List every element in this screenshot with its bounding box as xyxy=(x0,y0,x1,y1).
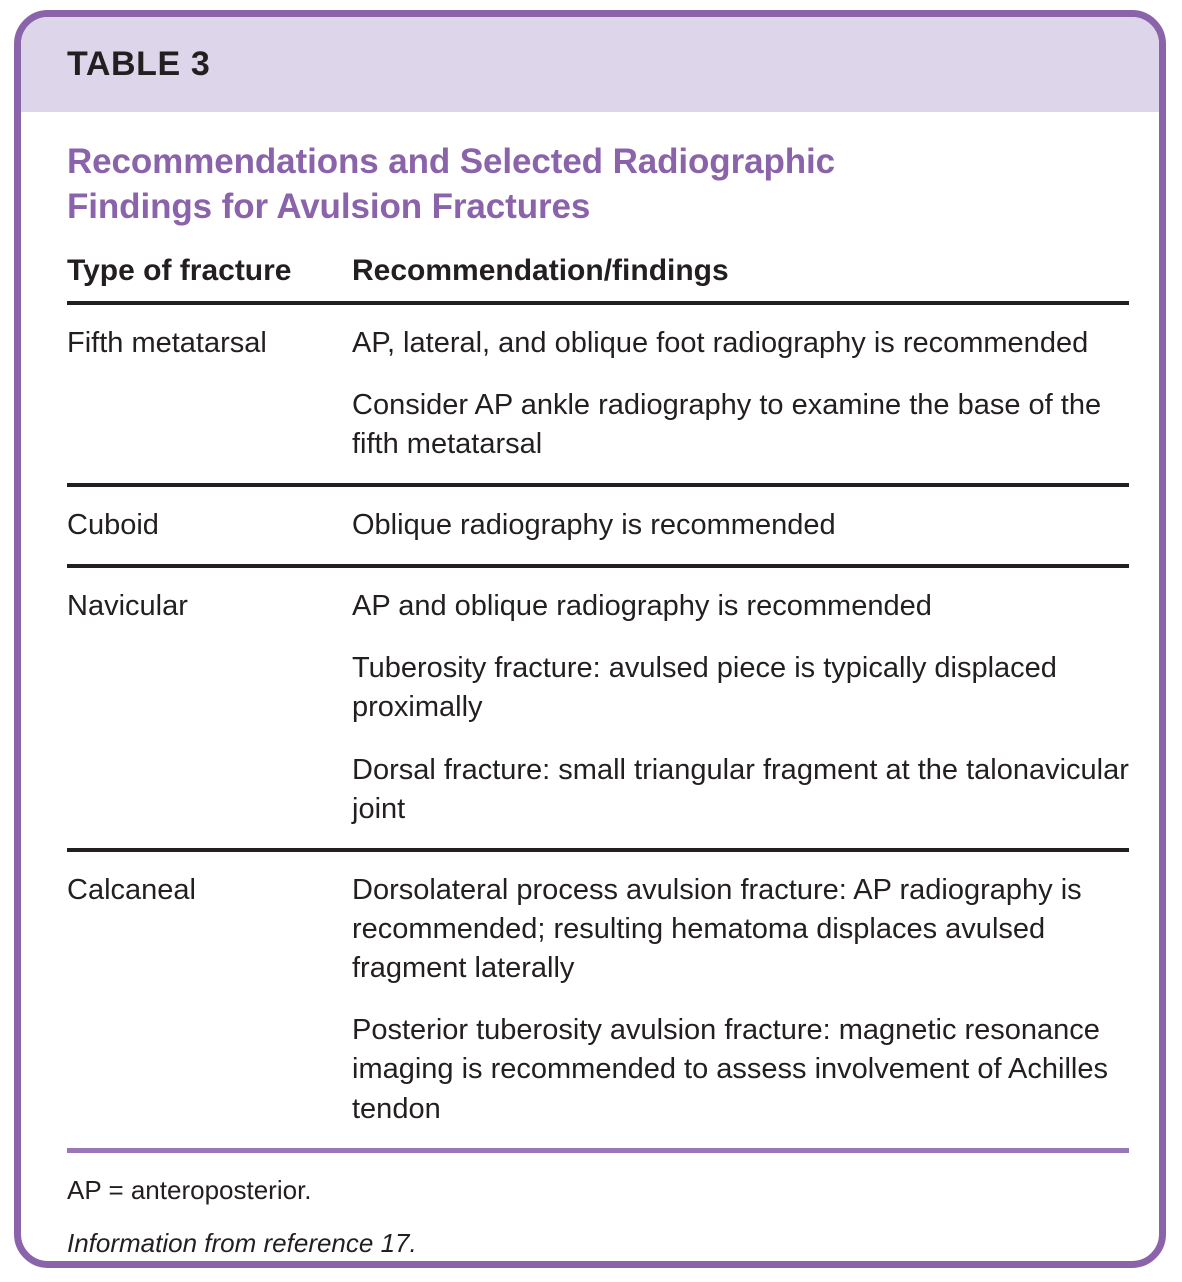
finding-item: Tuberosity fracture: avulsed piece is typically displaced proximally xyxy=(352,652,1057,724)
finding-item: AP and oblique radiography is recommended xyxy=(352,590,932,623)
table-title-line-2: Findings for Avulsion Fractures xyxy=(67,186,591,226)
table-row xyxy=(67,850,1129,1150)
column-header-recommendation-findings: Recommendation/findings xyxy=(352,254,1129,303)
recommendations-table xyxy=(67,254,1129,1153)
finding-item: Consider AP ankle radiography to examine the base of the fifth metatarsal xyxy=(352,388,1102,460)
finding-item: Oblique radiography is recommended xyxy=(352,509,836,542)
table-row xyxy=(67,566,1129,850)
table-body xyxy=(67,303,1129,1151)
fracture-type-cell: Calcaneal xyxy=(67,850,352,1150)
fracture-type-cell: Fifth metatarsal xyxy=(67,303,352,485)
table-header-band xyxy=(21,17,1159,112)
findings-cell xyxy=(352,303,1129,485)
table-title xyxy=(67,140,1115,230)
table-header-row xyxy=(67,254,1129,303)
fracture-type-cell: Navicular xyxy=(67,566,352,850)
table-title-line-1: Recommendations and Selected Radiographic xyxy=(67,142,836,181)
findings-cell xyxy=(352,485,1129,566)
footnote-source: Information from reference 17. xyxy=(67,1227,417,1258)
table-number-label: TABLE 3 xyxy=(67,45,211,83)
table-row xyxy=(67,303,1129,485)
table-head xyxy=(67,254,1129,303)
table-card xyxy=(14,10,1166,1268)
column-header-type-of-fracture: Type of fracture xyxy=(67,254,352,303)
table-body-container xyxy=(21,140,1159,1260)
finding-item: Dorsolateral process avulsion fracture: AP radiography is recommended; resulting hematoma displaces avulsed fragment laterally xyxy=(352,873,1082,985)
footnote-abbreviation: AP = anteroposterior. xyxy=(67,1174,312,1205)
finding-item: Posterior tuberosity avulsion fracture: magnetic resonance imaging is recommended to assess involvement of Achilles tendon xyxy=(352,1014,1108,1125)
table-row xyxy=(67,485,1129,566)
findings-cell xyxy=(352,566,1129,850)
findings-cell xyxy=(352,850,1129,1150)
fracture-type-cell: Cuboid xyxy=(67,485,352,566)
finding-item: AP, lateral, and oblique foot radiography is recommended xyxy=(352,326,1089,359)
table-footnotes xyxy=(67,1174,1115,1261)
finding-item: Dorsal fracture: small triangular fragment at the talonavicular joint xyxy=(352,753,1129,825)
